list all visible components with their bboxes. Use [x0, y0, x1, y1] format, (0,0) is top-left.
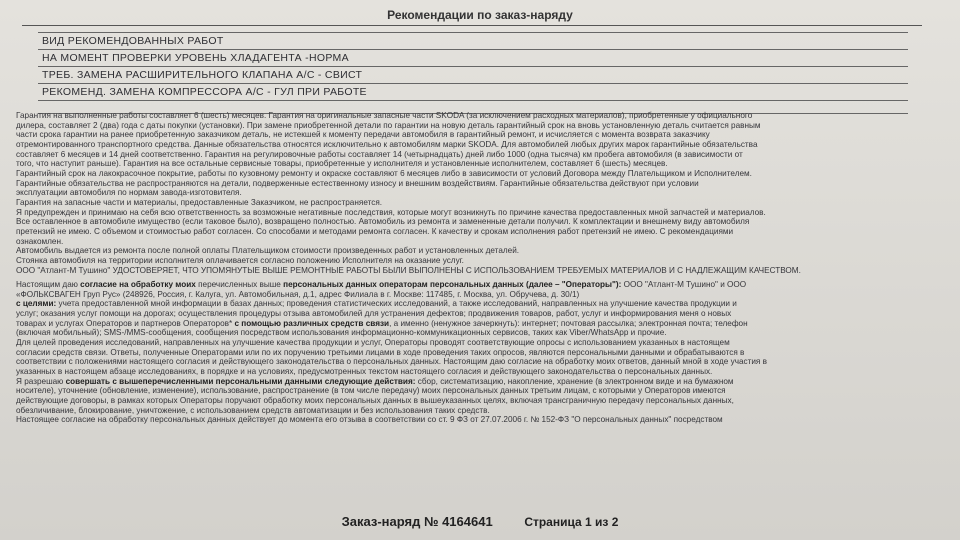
consent-text: , а именно (ненужное зачеркнуть): интернет; почтовая рассылка; электронная почта; телефон [389, 318, 748, 328]
consent-emphasis: согласие на обработку моих [80, 280, 196, 290]
warranty-line: претензий не имею. С объемом и стоимостью работ согласен. Со способами и методами ремонта согласен. К качеству и срокам исполнения работ претензий не имею. С рекомендациями [16, 226, 734, 236]
consent-line: обезличивание, блокирование, уничтожение, с использованием средств автоматизации и без использования таких средств. [16, 405, 490, 415]
consent-line [16, 319, 950, 329]
consent-line: носителе), уточнение (обновление, изменение), использование, распространение (в том числе передачу) моих персональных данных третьим лицам, с которыми у Операторов имеются [16, 386, 726, 396]
order-footer [0, 514, 960, 529]
warranty-line: того, что наступит раньше). Гарантия на все остальные сервисные товары, приобретенные у исполнителя и установленные исполнителем, составляет 6 (шесть) месяцев. [16, 159, 668, 169]
warranty-line: дилера, составляет 2 (два) года с даты покупки (установки). При замене приобретенной детали по гарантии на новую деталь гарантийный срок на вновь установленную деталь считается равным [16, 120, 761, 130]
warranty-line: Стоянка автомобиля на территории исполнителя оплачивается согласно положению Исполнителя на оказание услуг. [16, 255, 464, 265]
warranty-line: Гарантийный срок на лакокрасочное покрытие, работы по кузовному ремонту и окраске составляют 6 месяцев либо в зависимости от условий Договора между Плательщиком и Исполнителем. [16, 168, 752, 178]
warranty-line: Гарантия на запасные части и материалы, предоставленные Заказчиком, не распространяется. [16, 197, 383, 207]
consent-emphasis: персональных данных операторам персональных данных (далее – "Операторы"): [283, 280, 622, 290]
warranty-line: Автомобиль выдается из ремонта после полной оплаты Плательщиком стоимости произведенных работ и установленных деталей. [16, 246, 520, 256]
consent-text: сбор, систематизацию, накопление, хранение (в электронном виде и на бумажном [415, 376, 734, 386]
consent-line: (включая мобильный); SMS-/MMS-сообщения, сообщения посредством использования информационно-коммуникационных сервисов, таких как Viber/WhatsApp и прочие. [16, 328, 667, 338]
consent-text: Я разрешаю [16, 376, 66, 386]
consent-text: Настоящим даю [16, 280, 81, 290]
consent-line: действующие договоры, в рамках которых Операторы поручают обработку моих персональных данных в вышеуказанных целях, включая трансграничную передачу персональных данных, [16, 396, 734, 406]
consent-line: согласии средств связи. Ответы, полученные Операторами или по их поручению третьими лицами в ходе проведения таких опросов, являются персональными данными и обрабатываются в [16, 347, 745, 357]
page-number: Страница 1 из 2 [524, 515, 619, 529]
consent-text: перечисленных выше [195, 280, 284, 290]
consent-line [16, 299, 950, 309]
warranty-line: отремонтированного транспортного средства. Данные обязательства относятся исключительно к автомобилям марки SKODA. Для автомобилей любых других марок гарантийные обязательства [16, 139, 758, 149]
consent-text: учета предоставленной мной информации в базах данных; проведения статистических исследований, а также исследований, направленных на улучшение качества продукции и [56, 299, 737, 309]
recommendation-row: ВИД РЕКОМЕНДОВАННЫХ РАБОТ [38, 33, 908, 50]
recommendations-title: Рекомендации по заказ-наряду [387, 8, 573, 22]
recommendation-row: ТРЕБ. ЗАМЕНА РАСШИРИТЕЛЬНОГО КЛАПАНА А/С - СВИСТ [38, 67, 908, 84]
recommendation-row: РЕКОМЕНД. ЗАМЕНА КОМПРЕССОРА А/С - ГУЛ ПРИ РАБОТЕ [38, 84, 908, 101]
warranty-line: Гарантийные обязательства не распространяются на детали, подверженные естественному износу и внешним воздействиям. Гарантийные обязательства действуют при условии [16, 178, 699, 188]
consent-emphasis: совершать с вышеперечисленными персональными данными следующие действия: [65, 376, 416, 386]
warranty-line: составляет 6 месяцев и 14 дней соответственно. Гарантия на регулировочные работы составляет 14 (четырнадцать) дней либо 1000 (одна тысяча) км пробега автомобиля (в зависимости от [16, 149, 743, 159]
consent-line: указанных в настоящем абзаце исследованиях, в порядке и на условиях, предусмотренных текстом настоящего согласия и действующего законодательства о персональных данных. [16, 367, 713, 377]
consent-line: Настоящее согласие на обработку персональных данных действует до момента его отзыва в соответствии со ст. 9 ФЗ от 27.07.2006 г. № 152-ФЗ "О персональных данных" посредством [16, 415, 723, 425]
consent-line: соответствии с положениями настоящего согласия и действующего законодательства о персональных данных. Настоящим даю согласие на обработку моих ответов, данный мной в ходе участия в [16, 357, 767, 367]
consent-emphasis: с целями: [16, 299, 57, 309]
consent-line: Для целей проведения исследований, направленных на улучшение качества продукции и услуг, Операторы проводят соответствующие опросы с использованием указанных в настоящем [16, 338, 730, 348]
recommendation-row: НА МОМЕНТ ПРОВЕРКИ УРОВЕНЬ ХЛАДАГЕНТА -НОРМА [38, 50, 908, 67]
order-number: Заказ-наряд № 4164641 [341, 514, 493, 529]
consent-line: услуг; оказания услуг помощи на дорогах; осуществления процедуры отзыва автомобилей для устранения дефектов; продвижения товаров, работ, услуг и информирования меня о новых [16, 309, 732, 319]
consent-line [16, 280, 950, 290]
terms-text [16, 111, 950, 425]
warranty-line: эксплуатации автомобиля по нормам завода-изготовителя. [16, 188, 242, 198]
consent-text: товарах и услугах Операторов и партнеров Операторов* [16, 318, 235, 328]
warranty-line: Все оставленное в автомобиле имущество (если таковое было), возвращено полностью. Автомобиль из ремонта и замененные детали получил. К комплектации и внешнему виду автомобиля [16, 217, 750, 227]
consent-line [16, 377, 950, 387]
consent-text: ООО "Атлант-М Тушино" и ООО [621, 280, 747, 290]
recommendations-table [38, 32, 908, 114]
warranty-line: Я предупрежден и принимаю на себя всю ответственность за возможные негативные последствия, которые могут возникнуть по причине качества предоставленных мной запчастей и материалов. [16, 207, 766, 217]
warranty-line: части срока гарантии на ранее приобретенную заказчиком деталь, не истекшей к моменту передачи автомобиля в гарантийный ремонт, и исчисляется с момента возврата заказчику [16, 130, 710, 140]
title-rule [22, 25, 922, 26]
consent-line: «ФОЛЬКСВАГЕН Груп Рус» (248926, Россия, г. Калуга, ул. Автомобильная, д.1, адрес Филиала в г. Москве: 117485, г. Москва, ул. Обручева, д. 30/1) [16, 289, 580, 299]
consent-emphasis: с помощью различных средств связи [234, 318, 390, 328]
warranty-line: ознакомлен. [16, 236, 64, 246]
warranty-line: Гарантия на выполненные работы составляет 6 (шесть) месяцев. Гарантия на оригинальные запасные части SKODA (за исключением расходных материалов), приобретенные у официального [16, 111, 753, 120]
quality-statement: ООО "Атлант-М Тушино" УДОСТОВЕРЯЕТ, ЧТО УПОМЯНУТЫЕ ВЫШЕ РЕМОНТНЫЕ РАБОТЫ БЫЛИ ВЫПОЛНЕНЫ С ИСПОЛЬЗОВАНИЕМ ТРЕБУЕМЫХ МАТЕРИАЛОВ И С НАДЛЕЖАЩИМ КАЧЕСТВОМ. [16, 265, 801, 275]
